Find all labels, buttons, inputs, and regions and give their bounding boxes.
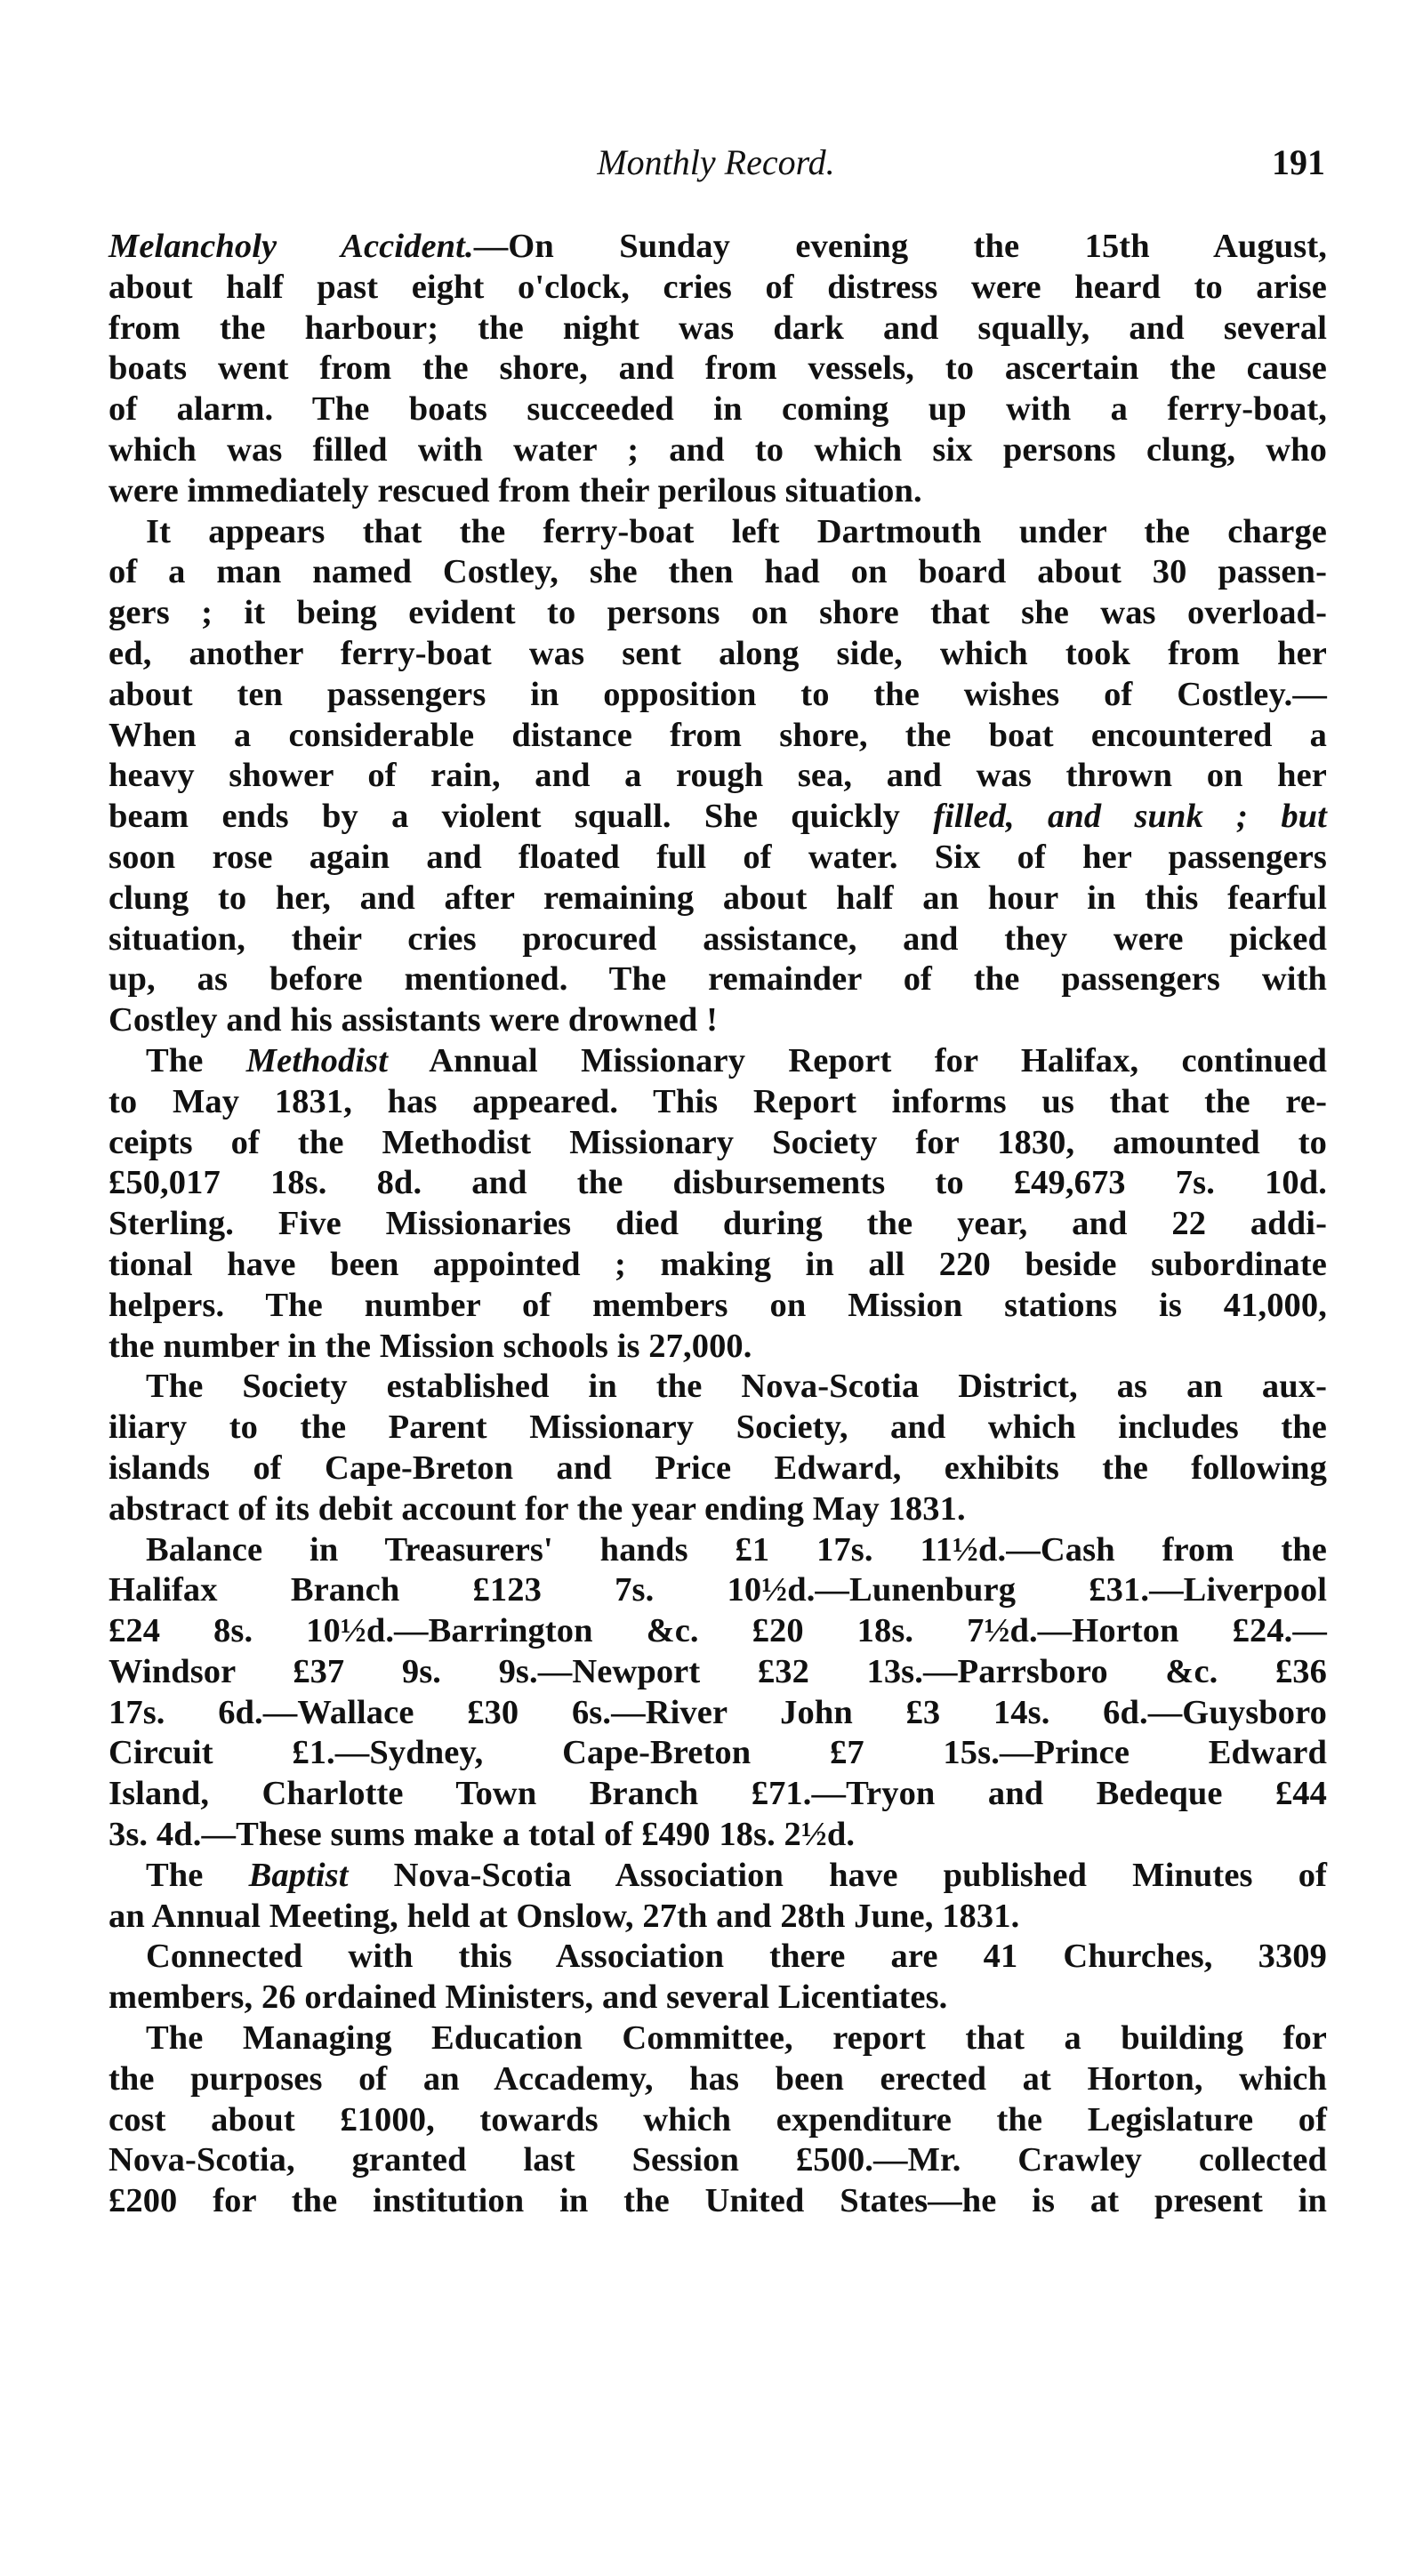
text-segment: clung to her, and after remaining about half an hour in this fearful [109,879,1327,917]
text-segment: gers ; it being evident to persons on shore that she was overload- [109,594,1327,632]
body-text [109,227,1327,2222]
text-line [109,634,1327,675]
text-line [109,1041,1327,1082]
text-line [109,309,1327,349]
text-segment: heavy shower of rain, and a rough sea, and was thrown on her [109,757,1327,795]
text-segment: were immediately rescued from their perilous situation. [109,471,922,510]
text-segment: tional have been appointed ; making in all 220 beside subordinate [109,1245,1327,1283]
text-line [109,1978,1327,2018]
text-segment: of alarm. The boats succeeded in coming up with a ferry-boat, [109,390,1327,429]
text-segment: which was filled with water ; and to which six persons clung, who [109,430,1327,469]
text-line [109,1570,1327,1611]
text-line [109,1774,1327,1815]
text-segment: Windsor £37 9s. 9s.—Newport £32 13s.—Parrsboro &c. £36 [109,1652,1327,1690]
text-line [109,2059,1327,2100]
text-line [109,1163,1327,1204]
text-segment: about ten passengers in opposition to the wishes of Costley.— [109,675,1327,713]
text-segment: iliary to the Parent Missionary Society, and which includes the [109,1408,1327,1447]
text-segment: soon rose again and floated full of water. Six of her passengers [109,838,1327,876]
text-line [109,756,1327,797]
text-line [109,1245,1327,1286]
text-segment: 3s. 4d.—These sums make a total of £490 18s. 2½d. [109,1816,856,1854]
text-segment: Nova-Scotia Association have published Minutes of [348,1856,1327,1894]
text-line [109,675,1327,716]
text-segment: the purposes of an Accademy, has been erected at Horton, which [109,2059,1327,2098]
text-line [109,1448,1327,1489]
text-segment: Nova-Scotia, granted last Session £500.—Mr. Crawley collected [109,2141,1327,2179]
text-line [109,1489,1327,1530]
text-line [109,1733,1327,1774]
text-line [109,1082,1327,1123]
text-segment: situation, their cries procured assistance, and they were picked [109,919,1327,958]
text-segment: Connected with this Association there are 41 Churches, 3309 [146,1938,1327,1976]
text-segment: —On Sunday evening the 15th August, [473,228,1327,265]
text-segment: ceipts of the Methodist Missionary Society for 1830, amounted to [109,1123,1327,1161]
text-segment: cost about £1000, towards which expenditure the Legislature of [109,2100,1327,2139]
text-line [109,1367,1327,1408]
text-line [109,1897,1327,1938]
text-segment: £50,017 18s. 8d. and the disbursements to £49,673 7s. 10d. [109,1164,1327,1202]
text-line [109,797,1327,838]
text-segment: Island, Charlotte Town Branch £71.—Tryon and Bedeque £44 [109,1775,1327,1813]
text-segment: Circuit £1.—Sydney, Cape-Breton £7 15s.—Prince Edward [109,1734,1327,1772]
text-line [109,512,1327,553]
running-title: Monthly Record. [597,142,835,182]
text-line [109,349,1327,389]
text-line [109,268,1327,309]
text-segment: £200 for the institution in the United States—he is at present in [109,2182,1327,2220]
text-segment: islands of Cape-Breton and Price Edward, exhibits the following [109,1448,1327,1487]
text-line [109,1000,1327,1041]
text-line [109,1611,1327,1652]
text-segment: from the harbour; the night was dark and squally, and several [109,309,1327,347]
text-line [109,1937,1327,1978]
text-segment: The [146,1041,246,1079]
text-segment: up, as before mentioned. The remainder of the passengers with [109,960,1327,999]
text-line [109,2100,1327,2141]
text-segment: beam ends by a violent squall. She quickly [109,798,934,836]
text-segment: the number in the Mission schools is 27,000. [109,1327,752,1365]
text-segment: Balance in Treasurers' hands £1 17s. 11½d.—Cash from the [146,1530,1327,1569]
text-segment: The [146,1856,249,1894]
text-segment: Costley and his assistants were drowned ! [109,1001,719,1039]
text-line [109,2140,1327,2181]
text-line [109,959,1327,1000]
text-line [109,2181,1327,2222]
text-line [109,1327,1327,1368]
text-line [109,471,1327,512]
text-line [109,389,1327,430]
text-segment: Annual Missionary Report for Halifax, continued [388,1041,1327,1079]
text-segment: boats went from the shore, and from vessels, to ascertain the cause [109,349,1327,388]
text-segment: of a man named Costley, she then had on board about 30 passen- [109,553,1327,591]
text-line [109,1204,1327,1245]
text-line [109,1123,1327,1164]
italic-text: filled, and sunk ; but [933,798,1327,836]
text-line [109,716,1327,757]
text-line [109,1652,1327,1693]
italic-text: Baptist [248,1856,349,1894]
text-line [109,919,1327,960]
text-line [109,430,1327,471]
text-segment: about half past eight o'clock, cries of distress were heard to arise [109,268,1327,306]
text-segment: an Annual Meeting, held at Onslow, 27th and 28th June, 1831. [109,1897,1020,1935]
text-segment: It appears that the ferry-boat left Dartmouth under the charge [146,512,1327,550]
text-line [109,1815,1327,1856]
text-line [109,227,1327,268]
text-segment: When a considerable distance from shore, the boat encountered a [109,716,1327,754]
text-segment: 17s. 6d.—Wallace £30 6s.—River John £3 14s. 6d.—Guysboro [109,1693,1327,1731]
text-line [109,1693,1327,1734]
text-line [109,1530,1327,1571]
text-segment: £24 8s. 10½d.—Barrington &c. £20 18s. 7½d.—Horton £24.— [109,1612,1327,1650]
text-line [109,2018,1327,2059]
page-number: 191 [1272,142,1325,182]
italic-text: Melancholy Accident. [109,228,474,265]
text-line [109,1286,1327,1327]
text-line [109,552,1327,593]
text-line [109,1408,1327,1448]
text-segment: Halifax Branch £123 7s. 10½d.—Lunenburg £31.—Liverpool [109,1571,1327,1609]
text-line [109,838,1327,879]
text-line [109,593,1327,634]
text-segment: helpers. The number of members on Mission stations is 41,000, [109,1286,1327,1324]
running-head [107,140,1325,185]
text-segment: to May 1831, has appeared. This Report informs us that the re- [109,1082,1327,1120]
text-segment: The Managing Education Committee, report that a building for [146,2019,1327,2058]
text-segment: abstract of its debit account for the year ending May 1831. [109,1489,966,1528]
text-segment: Sterling. Five Missionaries died during the year, and 22 addi- [109,1205,1327,1243]
italic-text: Methodist [245,1041,389,1079]
text-line [109,879,1327,919]
text-segment: members, 26 ordained Ministers, and several Licentiates. [109,1978,948,2017]
text-line [109,1856,1327,1897]
text-segment: ed, another ferry-boat was sent along side, which took from her [109,634,1327,672]
text-segment: The Society established in the Nova-Scotia District, as an aux- [146,1368,1327,1406]
